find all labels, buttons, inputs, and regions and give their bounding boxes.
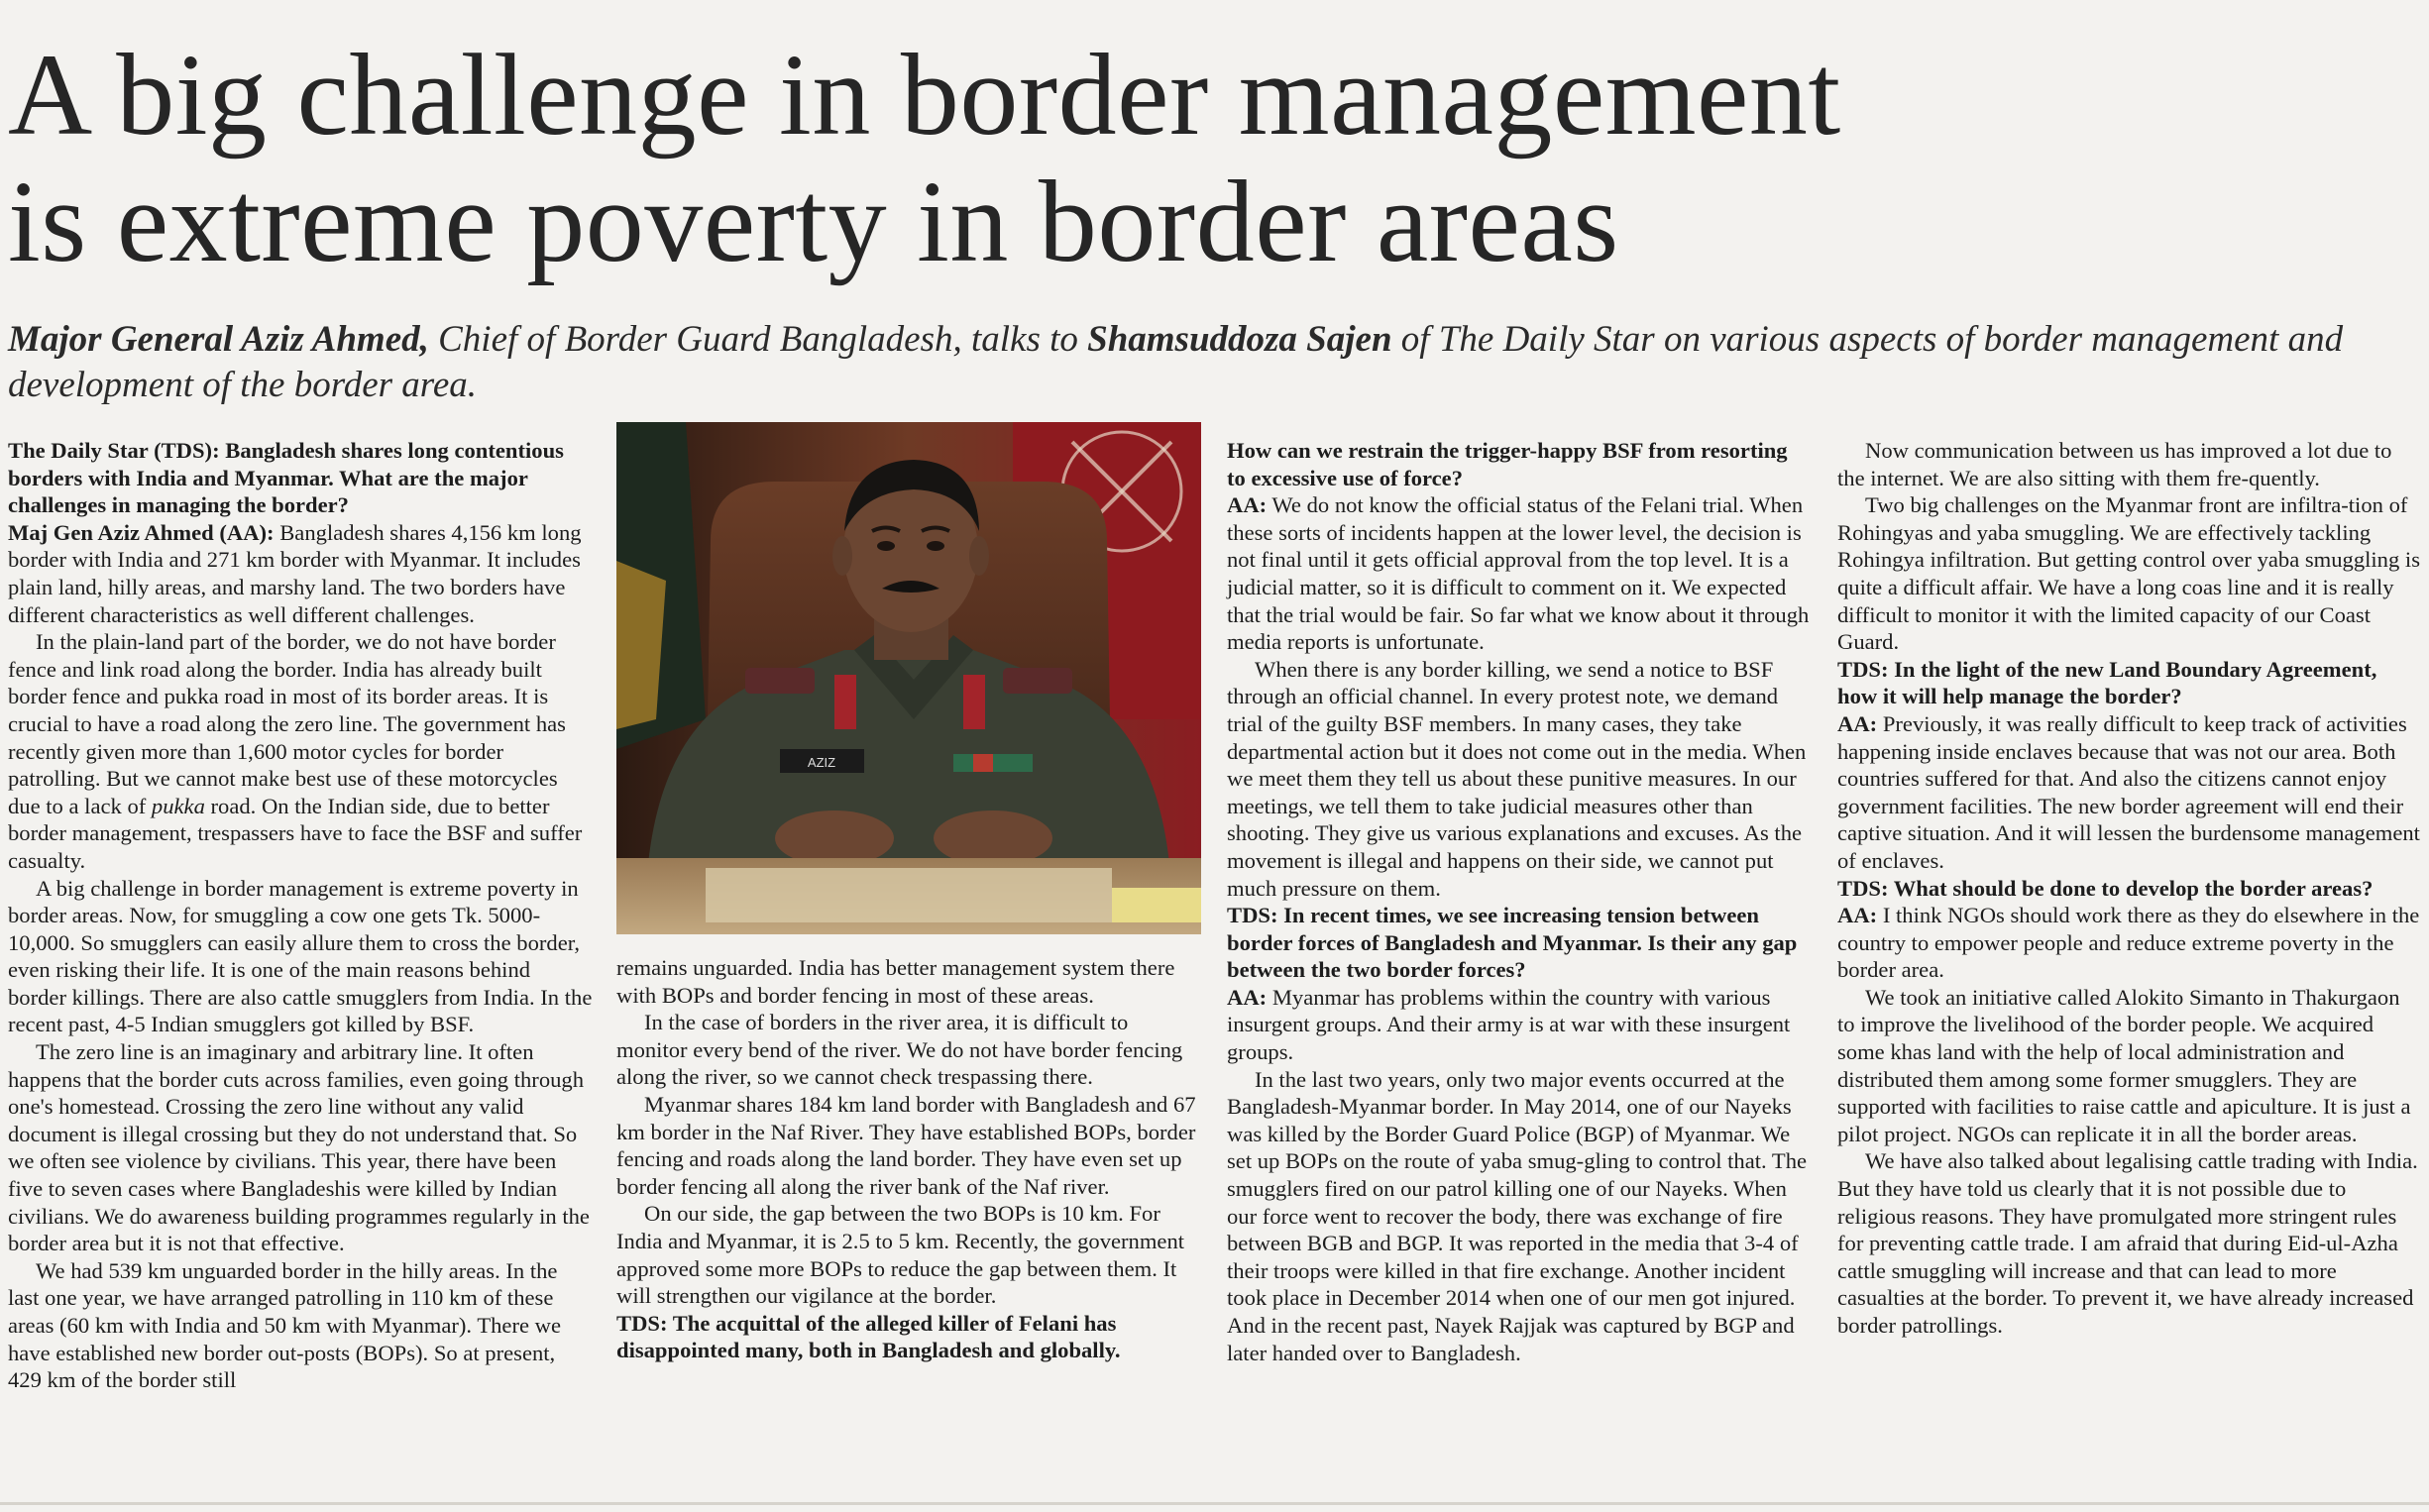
answer-1-text: Bangladesh shares 4,156 km long border with India and 271 km border with Myanmar. It includes plain land, hilly areas, and marshy land. The two borders have different characteristics as well different challenges. (8, 519, 582, 627)
name-tag-text: AZIZ (807, 755, 836, 770)
standfirst-interviewee: Major General Aziz Ahmed, (8, 319, 429, 360)
headline (8, 32, 2386, 285)
standfirst (8, 317, 2416, 408)
standfirst-role: Chief of Border Guard Bangladesh, talks to (428, 319, 1088, 360)
paragraph: remains unguarded. India has better management system there with BOPs and border fencing in most of these areas. (616, 955, 1175, 1008)
paragraph: We had 539 km unguarded border in the hilly areas. In the last one year, we have arranged patrolling in 110 km of these areas (60 km with India and 50 km with Myanmar). There we have established new border out-posts (BOPs). So at present, 429 km of the border still (8, 1257, 561, 1393)
answer-1 (8, 519, 593, 628)
answer (1227, 491, 1812, 656)
question: TDS: What should be done to develop the border areas? (1837, 875, 2374, 901)
answer-text: Previously, it was really difficult to keep track of activities happening inside enclaves because that was not our area. Both countries suffered for that. And also the citizens cannot enjoy government facilities. The new border agreement will end their captive situation. And it will lessen the burdensome management of enclaves. (1837, 710, 2420, 873)
answer-text: I think NGOs should work there as they do elsewhere in the country to empower people and reduce extreme poverty in the border area. (1837, 903, 2420, 983)
answer-text: We do not know the official status of the Felani trial. When these sorts of incidents happen at the lower level, the decision is not final until it gets official approval from the top level. It is a judicial matter, so it is difficult to comment on it. We expected that the trial would be fair. So far what we know about it through media reports is unfortunate. (1227, 492, 1810, 655)
paragraph: We took an initiative called Alokito Simanto in Thakurgaon to improve the livelihood of the border people. We acquired some khas land with the help of local administration and distributed them among some former smugglers. They are supported with facilities to raise cattle and apiculture. It is just a pilot project. NGOs can replicate it in all the border areas. (1837, 984, 2411, 1146)
paragraph-emphasis: pukka (151, 793, 205, 818)
question: TDS: In recent times, we see increasing tension between border forces of Bangladesh and Myanmar. Is their any gap between the two border forces? (1227, 903, 1798, 983)
headline-line-2: is extreme poverty in border areas (8, 157, 1619, 286)
paragraph (8, 628, 593, 874)
headline-line-1: A big challenge in border management (8, 30, 1841, 160)
article-column-3 (1227, 437, 1812, 1366)
answer-label: AA: (1227, 984, 1268, 1010)
question: TDS: In the light of the new Land Boundary Agreement, how it will help manage the border? (1837, 656, 2377, 709)
article-column-1 (8, 437, 593, 1394)
article-column-2 (616, 954, 1201, 1364)
portrait-photo (616, 422, 1201, 934)
bottom-rule (0, 1502, 2429, 1505)
paragraph: On our side, the gap between the two BOPs is 10 km. For India and Myanmar, it is 2.5 to 5 km. Recently, the government approved some more BOPs to reduce the gap between them. It will strengthen our vigilance at the border. (616, 1201, 1185, 1309)
paragraph-text: road. On the Indian side, due to better border management, trespassers have to face the BSF and suffer casualty. (8, 793, 583, 873)
answer (1227, 984, 1812, 1066)
paragraph: When there is any border killing, we send a notice to BSF through an official channel. In every protest note, we demand trial of the guilty BSF members. In many cases, they take departmental action but it does not come out in the media. When we meet them they tell us about these punitive measures. In our meetings, we tell them to take judicial measures other than shooting. They give us various explanations and excuses. As the movement is illegal and happens on their side, we cannot put much pressure on them. (1227, 656, 1807, 901)
question: TDS: The acquittal of the alleged killer of Felani has disappointed many, both in Bangladesh and globally. (616, 1310, 1121, 1363)
question-1: The Daily Star (TDS): Bangladesh shares long contentious borders with India and Myanmar. What are the major challenges in managing the border? (8, 438, 564, 518)
answer-label: AA: (1837, 903, 1878, 928)
paragraph: Myanmar shares 184 km land border with Bangladesh and 67 km border in the Naf River. They have established BOPs, border fencing and roads along the land border. They have even set up border fencing all along the river bank of the Naf river. (616, 1091, 1196, 1199)
answer-text: Myanmar has problems within the country with various insurgent groups. And their army is at war with these insurgent groups. (1227, 984, 1791, 1065)
standfirst-interviewer: Shamsuddoza Sajen (1087, 319, 1392, 360)
answer (1837, 902, 2422, 984)
standfirst-rest: of The Daily Star on various aspects of border management and development of the border area. (8, 319, 2344, 405)
paragraph: The zero line is an imaginary and arbitrary line. It often happens that the border cuts across families, even going through one's homestead. Crossing the zero line without any valid document is illegal crossing but they do not understand that. So we often see violence by civilians. This year, there have been five to seven cases where Bangladeshis were killed by Indian civilians. We do awareness building programmes regularly in the border area but it is not that effective. (8, 1039, 590, 1256)
question: How can we restrain the trigger-happy BSF from resorting to excessive use of force? (1227, 438, 1788, 490)
paragraph: We have also talked about legalising cattle trading with India. But they have told us clearly that it is not possible due to religious reasons. They have promulgated more stringent rules for preventing cattle trade. I am afraid that during Eid-ul-Azha cattle smuggling will increase and that can lead to more casualties at the border. To prevent it, we have already increased border patrollings. (1837, 1148, 2418, 1338)
answer-label: AA: (1227, 492, 1268, 518)
paragraph-text: In the plain-land part of the border, we do not have border fence and link road along the border. India has already built border fence and pukka road in most of its border areas. It is crucial to have a road along the zero line. The government has recently given more than 1,600 motor cycles for border patrolling. But we cannot make best use of these motorcycles due to a lack of (8, 629, 566, 818)
answer-1-label: Maj Gen Aziz Ahmed (AA): (8, 519, 275, 545)
paragraph: In the case of borders in the river area, it is difficult to monitor every bend of the river. We do not have border fencing along the river, so we cannot check trespassing there. (616, 1010, 1183, 1090)
paragraph: Now communication between us has improved a lot due to the internet. We are also sitting with them fre-quently. (1837, 438, 2392, 490)
article-column-4 (1837, 437, 2422, 1340)
paragraph: In the last two years, only two major events occurred at the Bangladesh-Myanmar border. In May 2014, one of our Nayeks was killed by the Border Guard Police (BGP) of Myanmar. We set up BOPs on the route of yaba smug-gling to control that. The smugglers fired on our patrol killing one of our Nayeks. When our force went to recover the body, there was exchange of fire between BGB and BGP. It was reported in the media that 3-4 of their troops were killed in that fire exchange. Another incident took place in December 2014 when one of our men got injured. And in the recent past, Nayek Rajjak was captured by BGP and later handed over to Bangladesh. (1227, 1066, 1808, 1365)
paragraph: A big challenge in border management is extreme poverty in border areas. Now, for smuggling a cow one gets Tk. 5000-10,000. So smugglers can easily allure them to cross the border, even risking their life. It is one of the main reasons behind border killings. There are also cattle smugglers from India. In the recent past, 4-5 Indian smugglers got killed by BSF. (8, 875, 593, 1037)
paragraph: Two big challenges on the Myanmar front are infiltra-tion of Rohingyas and yaba smuggling. We are effectively tackling Rohingya infiltration. But getting control over yaba smuggling is quite a difficult affair. We have a long coas line and it is really difficult to monitor it with the limited capacity of our Coast Guard. (1837, 492, 2420, 655)
answer (1837, 710, 2422, 875)
answer-label: AA: (1837, 710, 1878, 736)
